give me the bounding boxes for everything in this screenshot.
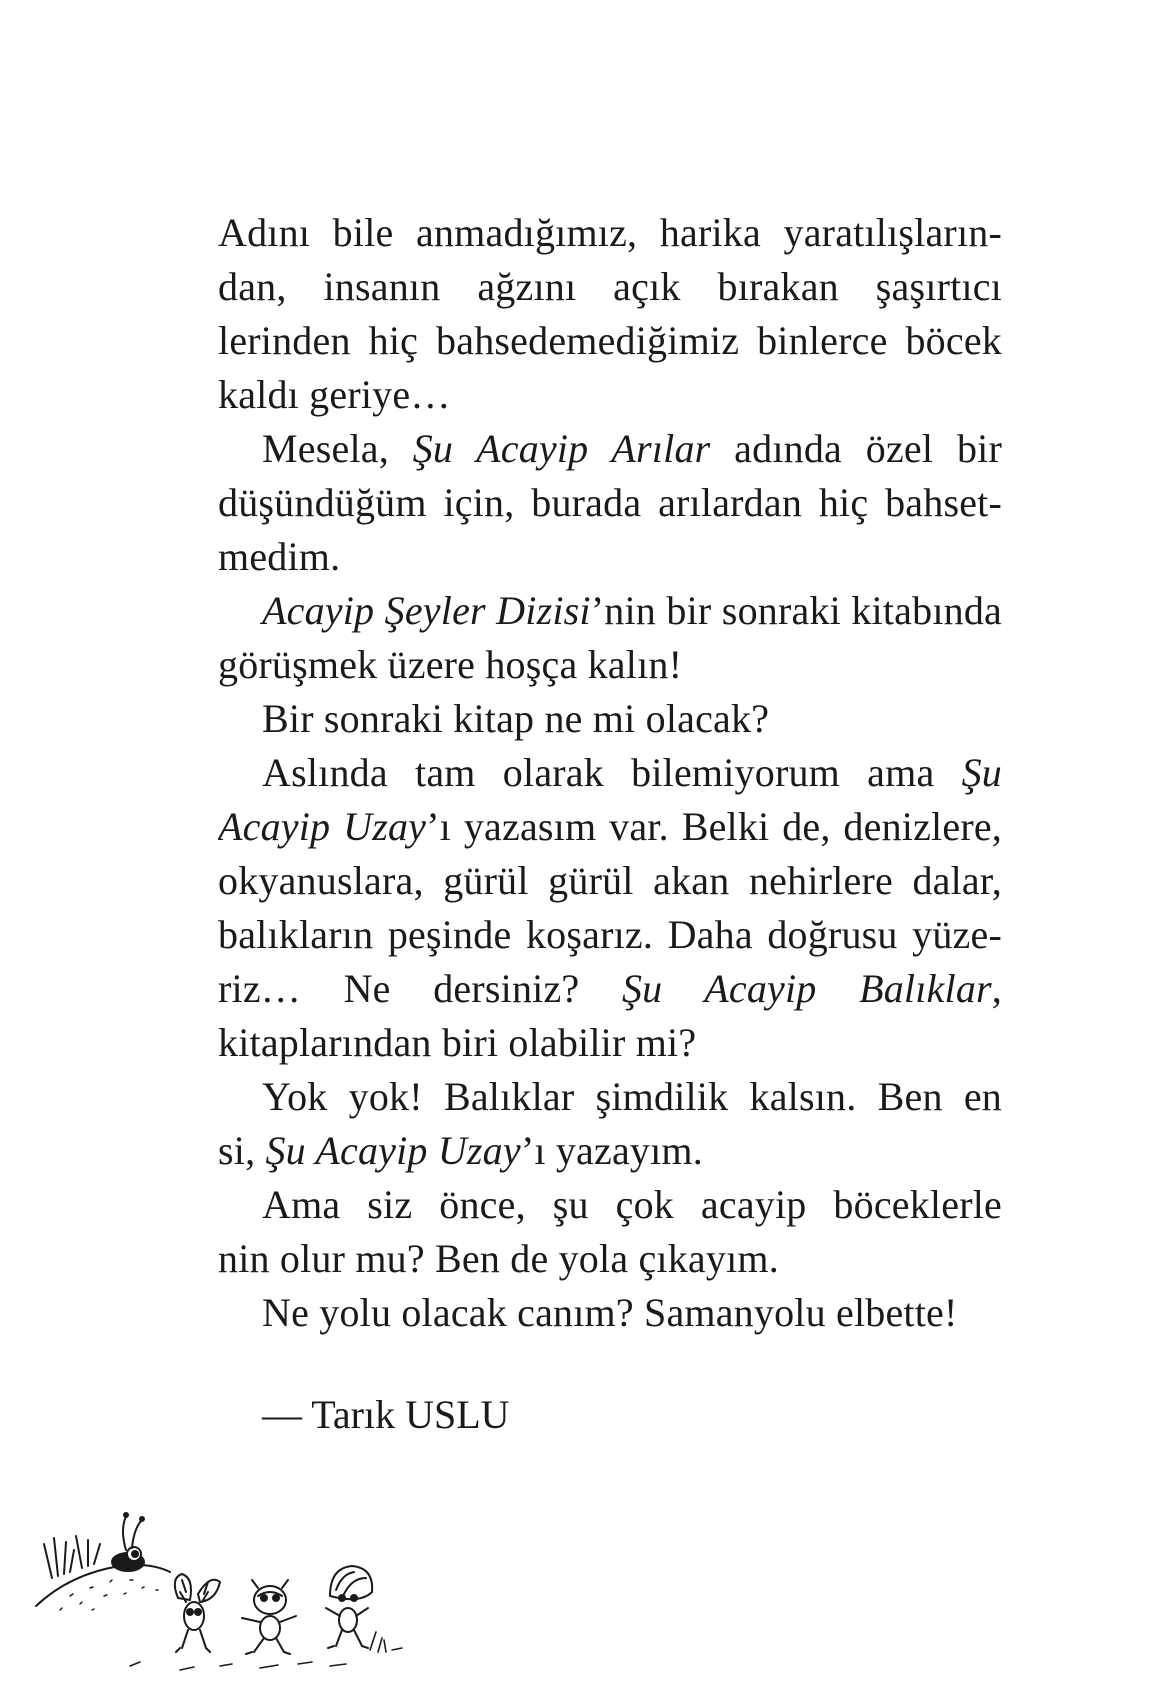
text-line: [218, 368, 1002, 422]
text-line: [218, 1178, 1002, 1232]
text-run: ’nin bir sonraki kitabında: [590, 588, 1002, 633]
winged-bug-icon: [175, 1574, 220, 1652]
italic-title: Şu Acayip Balıklar: [621, 966, 992, 1011]
text-run: medim.: [218, 534, 341, 579]
text-line: [218, 854, 1002, 908]
author-signature: — Tarık USLU: [262, 1392, 510, 1437]
text-run: Ne yolu olacak canım? Samanyolu elbette!: [262, 1290, 958, 1335]
bug-illustration: [30, 1470, 410, 1685]
italic-title: Acayip Şeyler Dizisi: [262, 588, 591, 633]
text-line: [218, 962, 1002, 1016]
text-line: [218, 692, 1002, 746]
italic-title: Şu: [961, 750, 1002, 795]
text-run: görüşmek üzere hoşça kalın!: [218, 642, 683, 687]
text-run: Ama siz önce, şu çok acayip böceklerle: [262, 1182, 1002, 1227]
text-run: ’ı yazayım.: [520, 1128, 703, 1173]
text-line: [218, 1124, 1002, 1178]
text-line: [218, 638, 1002, 692]
text-run: nin olur mu? Ben de yola çıkayım.: [218, 1236, 779, 1281]
text-line: [218, 908, 1002, 962]
text-line: [218, 746, 1002, 800]
text-line: [218, 260, 1002, 314]
text-run: kaldı geriye…: [218, 372, 451, 417]
mound-shape: [36, 1565, 170, 1606]
text-line: [218, 1232, 1002, 1286]
text-line: [218, 1016, 1002, 1070]
text-run: düşündüğüm için, burada arılardan hiç bahset-: [218, 480, 1002, 525]
peeking-bug-icon: [112, 1513, 144, 1571]
body-text: [218, 206, 1002, 1340]
text-line: [218, 476, 1002, 530]
text-line: [218, 422, 1002, 476]
text-run: ’ı yazasım var. Belki de, denizlere,: [426, 804, 1002, 849]
text-run: Adını bile anmadığımız, harika yaratılışların-: [218, 210, 1002, 255]
text-line: [218, 314, 1002, 368]
text-run: riz… Ne dersiniz?: [218, 966, 622, 1011]
text-run: Mesela,: [262, 426, 413, 471]
text-run: ,: [991, 966, 1002, 1011]
text-line: [218, 1070, 1002, 1124]
round-bug-icon: [242, 1580, 296, 1654]
shell-bug-icon: [326, 1566, 372, 1648]
text-line: [218, 800, 1002, 854]
text-run: si,: [218, 1128, 266, 1173]
text-run: balıkların peşinde koşarız. Daha doğrusu yüze-: [218, 912, 1002, 957]
text-run: dan, insanın ağzını açık bırakan şaşırtıcı: [218, 264, 1002, 309]
text-run: okyanuslara, gürül gürül akan nehirlere dalar,: [218, 858, 1002, 903]
grass-icon: [44, 1536, 100, 1578]
text-line: [218, 1286, 1002, 1340]
italic-title: Acayip Uzay: [218, 804, 427, 849]
text-run: adında özel bir: [734, 426, 1002, 471]
text-line: [218, 584, 1002, 638]
italic-title: Şu Acayip Uzay: [265, 1128, 521, 1173]
text-run: Bir sonraki kitap ne mi olacak?: [262, 696, 770, 741]
text-line: [218, 530, 1002, 584]
text-run: Aslında tam olarak bilemiyorum ama: [262, 750, 962, 795]
text-line: [218, 206, 1002, 260]
text-run: lerinden hiç bahsedemediğimiz binlerce böcek: [218, 318, 1002, 363]
text-run: kitaplarından biri olabilir mi?: [218, 1020, 697, 1065]
italic-title: Şu Acayip Arılar: [412, 426, 711, 471]
text-run: Yok yok! Balıklar şimdilik kalsın. Ben en: [262, 1074, 1002, 1119]
